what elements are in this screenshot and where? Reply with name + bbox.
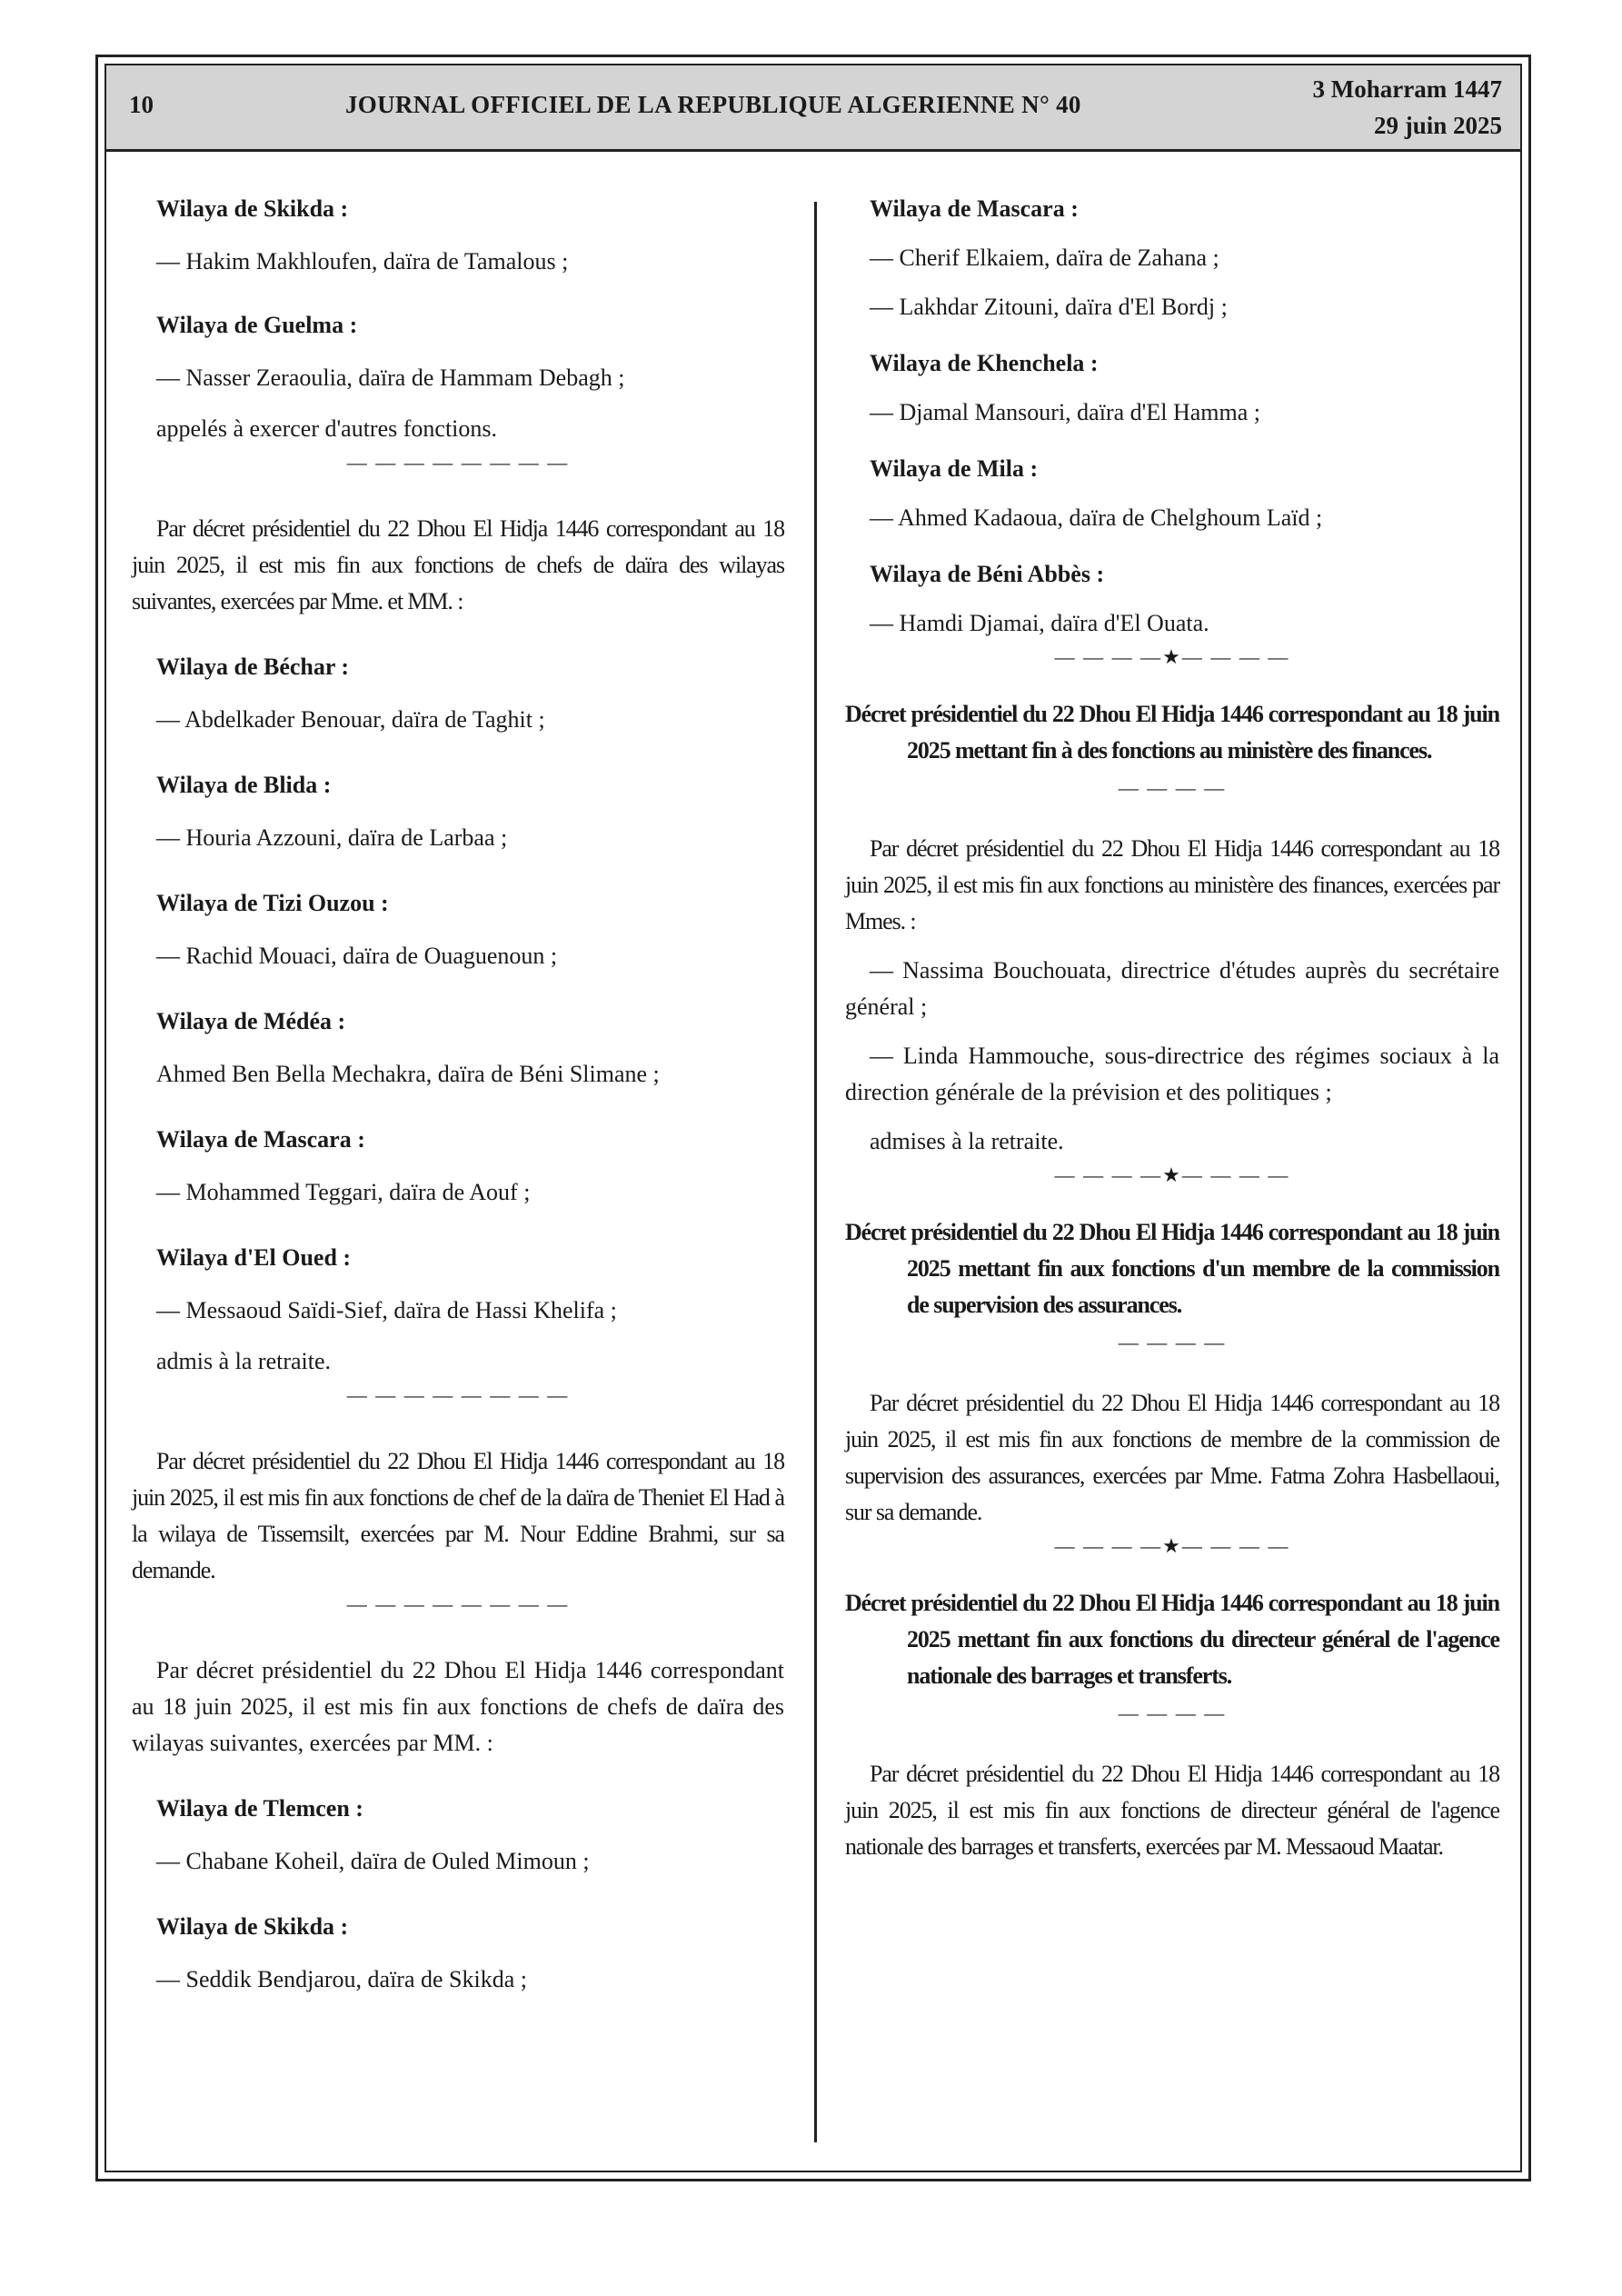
- date-gregorian: 29 juin 2025: [1373, 112, 1502, 139]
- closing-text: admises à la retraite.: [870, 1128, 1064, 1154]
- wilaya-heading: Wilaya de Skikda :: [156, 195, 349, 222]
- closing-text: appelés à exercer d'autres fonctions.: [156, 415, 498, 442]
- list-item: Ahmed Ben Bella Mechakra, daïra de Béni Slimane ;: [156, 1061, 660, 1087]
- journal-header: [106, 65, 1520, 152]
- decree-paragraph: Par décret présidentiel du 22 Dhou El Hidja 1446 correspondant au 18 juin 2025, il est mis fin aux fonctions de chef de la daïra de Theniet El Had à la wilaya de Tissemsilt, exercées par M. Nour Eddine Brahmi, sur sa demande.: [132, 1448, 784, 1583]
- separator-short: — — — —: [1118, 1702, 1227, 1724]
- list-item: — Lakhdar Zitouni, daïra d'El Bordj ;: [870, 294, 1228, 320]
- separator: — — — — — — — —: [346, 1383, 570, 1406]
- separator-star: — — — —★— — — —: [1054, 1534, 1290, 1557]
- list-item: — Hamdi Djamai, daïra d'El Ouata.: [870, 610, 1209, 636]
- list-item: — Seddik Bendjarou, daïra de Skikda ;: [156, 1966, 527, 1992]
- list-item: — Ahmed Kadaoua, daïra de Chelghoum Laïd ;: [870, 504, 1323, 531]
- date-hijri: 3 Moharram 1447: [1312, 75, 1502, 103]
- separator-star: — — — —★— — — —: [1054, 645, 1290, 668]
- separator: — — — — — — — —: [346, 451, 570, 474]
- decree-heading: Décret présidentiel du 22 Dhou El Hidja 1446 correspondant au 18 juin 2025 mettant fin à des fonctions au ministère des finances.: [845, 701, 1499, 764]
- decree-paragraph: Par décret présidentiel du 22 Dhou El Hidja 1446 correspondant au 18 juin 2025, il est mis fin aux fonctions de chefs de daïra des wilayas suivantes, exercées par Mme. et MM. :: [132, 515, 784, 614]
- separator: — — — — — — — —: [346, 1592, 570, 1615]
- column-divider: [814, 202, 817, 2142]
- list-item: — Messaoud Saïdi-Sief, daïra de Hassi Khelifa ;: [156, 1297, 617, 1323]
- right-column: [845, 191, 1499, 1865]
- wilaya-heading: Wilaya de Mascara :: [156, 1126, 365, 1153]
- list-item: — Nasser Zeraoulia, daïra de Hammam Debagh ;: [156, 364, 625, 391]
- page-number: 10: [129, 91, 154, 118]
- wilaya-heading: Wilaya de Blida :: [156, 772, 332, 798]
- wilaya-heading: Wilaya de Tizi Ouzou :: [156, 890, 389, 916]
- list-item: — Linda Hammouche, sous-directrice des régimes sociaux à la direction générale de la prévision et des politiques ;: [845, 1043, 1499, 1105]
- journal-title: JOURNAL OFFICIEL DE LA REPUBLIQUE ALGERIENNE N° 40: [345, 91, 1081, 118]
- wilaya-heading: Wilaya de Béchar :: [156, 654, 350, 680]
- list-item: — Chabane Koheil, daïra de Ouled Mimoun ;: [156, 1848, 590, 1874]
- separator-short: — — — —: [1118, 776, 1227, 799]
- list-item: — Abdelkader Benouar, daïra de Taghit ;: [156, 706, 545, 733]
- list-item: — Hakim Makhloufen, daïra de Tamalous ;: [156, 248, 569, 275]
- decree-heading: Décret présidentiel du 22 Dhou El Hidja 1446 correspondant au 18 juin 2025 mettant fin aux fonctions d'un membre de la commission de supervision des assurances.: [845, 1219, 1499, 1318]
- wilaya-heading: Wilaya de Médéa :: [156, 1008, 346, 1034]
- list-item: — Houria Azzouni, daïra de Larbaa ;: [156, 824, 508, 851]
- closing-text: admis à la retraite.: [156, 1348, 332, 1374]
- decree-paragraph: Par décret présidentiel du 22 Dhou El Hidja 1446 correspondant au 18 juin 2025, il est mis fin aux fonctions de directeur général de l'agence nationale des barrages et transferts, exercées par M. Messaoud Maatar.: [845, 1761, 1499, 1860]
- list-item: — Rachid Mouaci, daïra de Ouaguenoun ;: [156, 943, 558, 969]
- wilaya-heading: Wilaya de Skikda :: [156, 1913, 349, 1940]
- wilaya-heading: Wilaya de Tlemcen :: [156, 1795, 363, 1822]
- decree-paragraph: Par décret présidentiel du 22 Dhou El Hidja 1446 correspondant au 18 juin 2025, il est mis fin aux fonctions de membre de la commission de supervision des assurances, exercées par Mme. Fatma Zohra Hasbellaoui, sur sa demande.: [845, 1390, 1499, 1525]
- list-item: — Cherif Elkaiem, daïra de Zahana ;: [870, 245, 1219, 271]
- wilaya-heading: Wilaya de Khenchela :: [870, 350, 1099, 376]
- wilaya-heading: Wilaya de Mascara :: [870, 195, 1079, 222]
- separator-short: — — — —: [1118, 1331, 1227, 1353]
- list-item: — Djamal Mansouri, daïra d'El Hamma ;: [870, 399, 1260, 425]
- wilaya-heading: Wilaya d'El Oued :: [156, 1244, 352, 1271]
- decree-paragraph: Par décret présidentiel du 22 Dhou El Hidja 1446 correspondant au 18 juin 2025, il est mis fin aux fonctions de chefs de daïra des wilayas suivantes, exercées par MM. :: [132, 1657, 784, 1756]
- decree-paragraph: Par décret présidentiel du 22 Dhou El Hidja 1446 correspondant au 18 juin 2025, il est mis fin aux fonctions au ministère des finances, exercées par Mmes. :: [845, 835, 1499, 934]
- wilaya-heading: Wilaya de Mila :: [870, 455, 1039, 482]
- wilaya-heading: Wilaya de Guelma :: [156, 312, 358, 338]
- decree-heading: Décret présidentiel du 22 Dhou El Hidja 1446 correspondant au 18 juin 2025 mettant fin aux fonctions du directeur général de l'agence nationale des barrages et transferts.: [845, 1590, 1499, 1689]
- separator-star: — — — —★— — — —: [1054, 1163, 1290, 1186]
- wilaya-heading: Wilaya de Béni Abbès :: [870, 561, 1105, 587]
- left-column: [132, 191, 784, 1998]
- list-item: — Mohammed Teggari, daïra de Aouf ;: [156, 1179, 531, 1205]
- header-date: [1313, 71, 1502, 144]
- list-item: — Nassima Bouchouata, directrice d'études auprès du secrétaire général ;: [845, 957, 1499, 1020]
